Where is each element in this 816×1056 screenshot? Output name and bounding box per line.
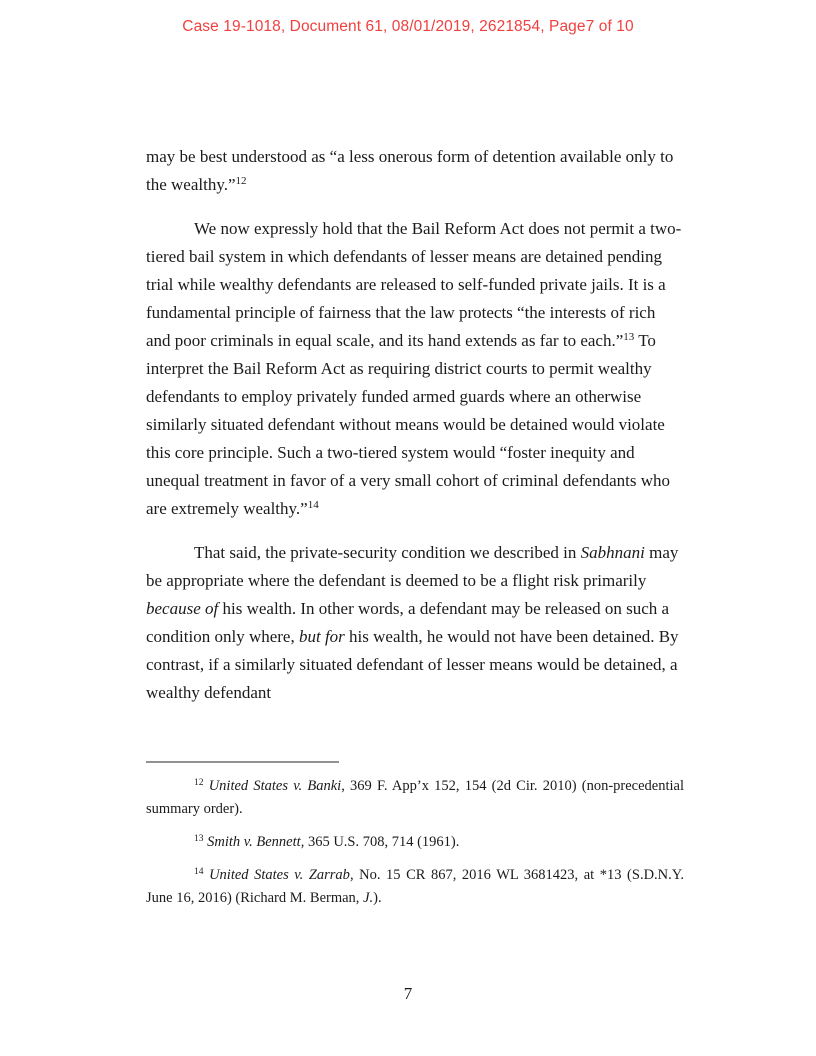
footnote-separator-rule [146,761,339,763]
body-paragraph-1: may be best understood as “a less onerous form of detention available only to the wealthy.”$^{12}$ [146,147,674,194]
footnote-12: $^{12}$ United States v. Banki, 369 F. App’x 152, 154 (2d Cir. 2010) (non-precedential summary order). [146,778,685,817]
footnotes-section [146,755,684,920]
case-stamp-text: Case 19-1018, Document 61, 08/01/2019, 2621854, Page7 of 10 [182,18,634,35]
body-paragraph-3: That said, the private-security condition we described in Sabhnani may be appropriate where the defendant is deemed to be a flight risk primarily because of his wealth. In other words, a defendant may be released on such a condition only where, but for his wealth, he would not have been detained. By contrast, if a similarly situated defendant of lesser means would be detained, a wealthy defendant [146,543,679,702]
footnote-13: $^{13}$ Smith v. Bennett, 365 U.S. 708, 714 (1961). [194,834,460,850]
page-number: 7 [403,984,413,1003]
case-stamp-header [0,18,816,36]
body-paragraph-2: We now expressly hold that the Bail Reform Act does not permit a two-tiered bail system in which defendants of lesser means are detained pending trial while wealthy defendants are released to self-funded private jails. It is a fundamental principle of fairness that the law protects “the interests of rich and poor criminals in equal scale, and its hand extends as far to each.”$^{13}$ To interpret the Bail Reform Act as requiring district courts to permit wealthy defendants to employ privately funded armed guards where an otherwise similarly situated defendant without means would be detained would violate this core principle. Such a two-tiered system would “foster inequity and unequal treatment in favor of a very small cohort of criminal defendants who are extremely wealthy.”$^{14}$ [146,219,682,518]
footnote-14: $^{14}$ United States v. Zarrab, No. 15 CR 867, 2016 WL 3681423, at *13 (S.D.N.Y. June 16, 2016) (Richard M. Berman, J.). [146,867,684,906]
opinion-body [146,143,684,707]
